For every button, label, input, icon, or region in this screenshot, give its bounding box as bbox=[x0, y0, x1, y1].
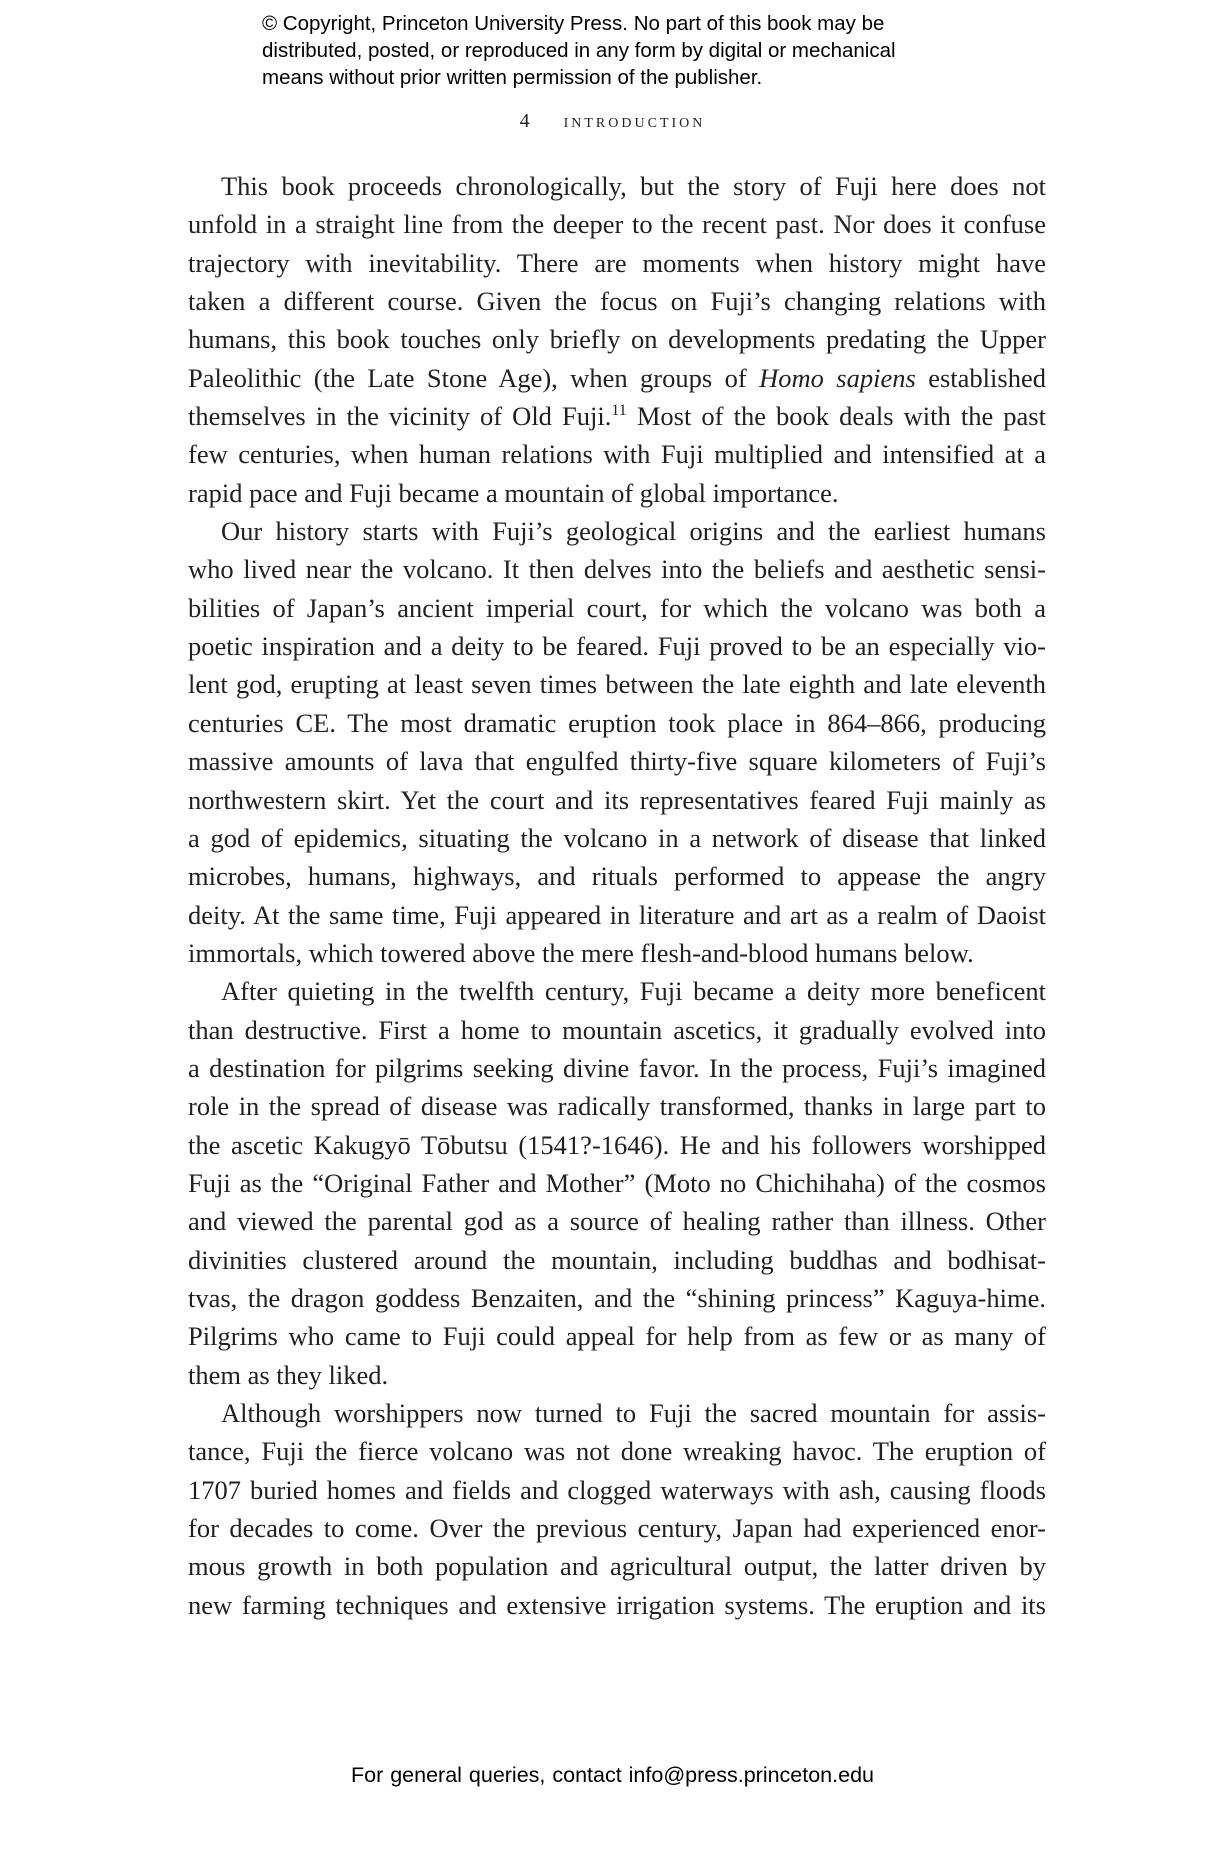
text-line: lent god, erupting at least seven times between the late eighth and late eleventh bbox=[188, 669, 1046, 700]
footnote-reference: 11 bbox=[611, 402, 627, 420]
text-line: unfold in a straight line from the deeper to the recent past. Nor does it confuse bbox=[188, 209, 1046, 240]
text-line: After quieting in the twelfth century, Fuji became a deity more beneficent bbox=[221, 976, 1046, 1007]
text-line: Our history starts with Fuji’s geological origins and the earliest humans bbox=[221, 516, 1046, 547]
text-line: the ascetic Kakugyō Tōbutsu (1541?-1646). He and his followers worshipped bbox=[188, 1129, 1046, 1160]
text-line: northwestern skirt. Yet the court and its representatives feared Fuji mainly as bbox=[188, 784, 1046, 815]
copyright-line: © Copyright, Princeton University Press. No part of this book may be bbox=[262, 12, 885, 35]
text-line: Although worshippers now turned to Fuji the sacred mountain for assis- bbox=[221, 1398, 1046, 1428]
copyright-line: distributed, posted, or reproduced in any form by digital or mechanical bbox=[262, 39, 896, 62]
chapter-title: introduction bbox=[563, 110, 706, 132]
text-line: massive amounts of lava that engulfed thirty-five square kilometers of Fuji’s bbox=[188, 746, 1046, 777]
text-line: immortals, which towered above the mere flesh-and-blood humans below. bbox=[188, 937, 974, 968]
text-line: This book proceeds chronologically, but the story of Fuji here does not bbox=[221, 171, 1046, 201]
text-fragment: Paleolithic (the Late Stone Age), when groups of bbox=[188, 362, 760, 393]
text-line: tvas, the dragon goddess Benzaiten, and the “shining princess” Kaguya-hime. bbox=[188, 1282, 1046, 1313]
text-line bbox=[188, 397, 1046, 435]
text-line: them as they liked. bbox=[188, 1359, 389, 1390]
text-line: a destination for pilgrims seeking divine favor. In the process, Fuji’s imagined bbox=[188, 1052, 1046, 1083]
text-line: Pilgrims who came to Fuji could appeal for help from as few or as many of bbox=[188, 1321, 1046, 1352]
text-fragment: Most of the book deals with the past bbox=[626, 401, 1046, 432]
text-line: tance, Fuji the fierce volcano was not done wreaking havoc. The eruption of bbox=[188, 1436, 1046, 1467]
text-line: new farming techniques and extensive irrigation systems. The eruption and its bbox=[188, 1589, 1046, 1620]
text-line: few centuries, when human relations with Fuji multiplied and intensified at a bbox=[188, 439, 1046, 470]
text-line: a god of epidemics, situating the volcano in a network of disease that linked bbox=[188, 822, 1046, 853]
text-line: 1707 buried homes and fields and clogged waterways with ash, causing floods bbox=[188, 1474, 1046, 1505]
text-line: who lived near the volcano. It then delves into the beliefs and aesthetic sensi- bbox=[188, 554, 1046, 585]
text-line: role in the spread of disease was radically transformed, thanks in large part to bbox=[188, 1091, 1046, 1122]
text-line: humans, this book touches only briefly on developments predating the Upper bbox=[188, 324, 1046, 355]
copyright-notice bbox=[262, 10, 1022, 91]
running-head bbox=[0, 110, 1225, 133]
text-line: rapid pace and Fuji became a mountain of global importance. bbox=[188, 477, 839, 508]
text-line: trajectory with inevitability. There are moments when history might have bbox=[188, 247, 1046, 278]
text-line: microbes, humans, highways, and rituals performed to appease the angry bbox=[188, 861, 1046, 892]
text-line: bilities of Japan’s ancient imperial court, for which the volcano was both a bbox=[188, 592, 1046, 623]
text-line: and viewed the parental god as a source of healing rather than illness. Other bbox=[188, 1206, 1046, 1237]
footer-contact: For general queries, contact info@press.princeton.edu bbox=[350, 1763, 874, 1787]
text-line: poetic inspiration and a deity to be feared. Fuji proved to be an especially vio- bbox=[188, 631, 1046, 662]
text-line: Fuji as the “Original Father and Mother” (Moto no Chichihaha) of the cosmos bbox=[188, 1167, 1046, 1198]
page-number: 4 bbox=[519, 110, 530, 132]
text-line: divinities clustered around the mountain, including buddhas and bodhisat- bbox=[188, 1244, 1046, 1275]
text-line bbox=[188, 359, 1046, 397]
text-fragment: established bbox=[915, 362, 1046, 393]
text-line: for decades to come. Over the previous century, Japan had experienced enor- bbox=[188, 1513, 1046, 1544]
copyright-line: means without prior written permission of the publisher. bbox=[262, 66, 763, 89]
text-line: than destructive. First a home to mountain ascetics, it gradually evolved into bbox=[188, 1014, 1046, 1045]
italic-term: Homo sapiens bbox=[759, 362, 916, 393]
text-line: centuries CE. The most dramatic eruption took place in 864–866, producing bbox=[188, 707, 1046, 738]
body-text bbox=[188, 167, 1046, 1624]
text-line: mous growth in both population and agricultural output, the latter driven by bbox=[188, 1551, 1046, 1582]
text-line: deity. At the same time, Fuji appeared in literature and art as a realm of Daoist bbox=[188, 899, 1046, 930]
text-fragment: themselves in the vicinity of Old Fuji. bbox=[188, 401, 612, 432]
text-line: taken a different course. Given the focus on Fuji’s changing relations with bbox=[188, 286, 1046, 317]
